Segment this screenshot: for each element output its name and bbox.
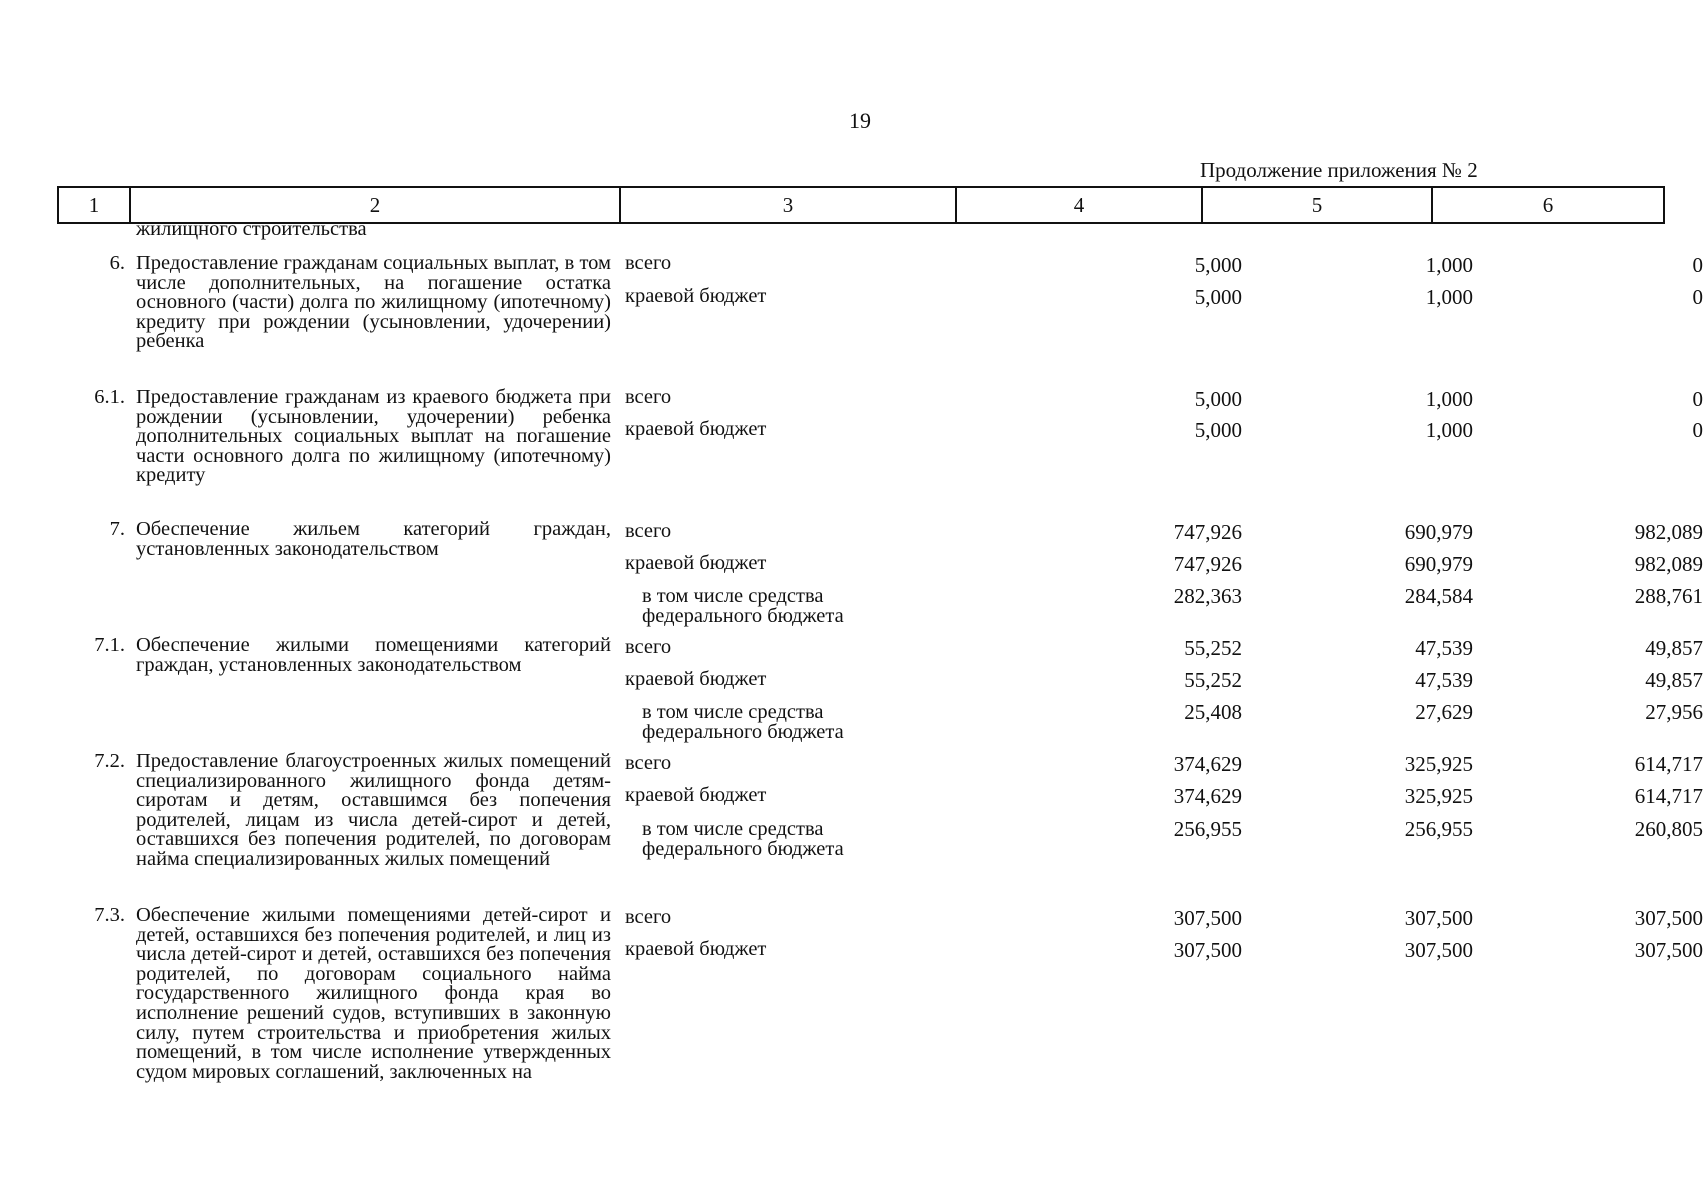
value-col-4: 55,252 — [1184, 668, 1242, 692]
value-col-5: 1,000 — [1425, 253, 1473, 277]
value-col-4: 374,629 — [1173, 752, 1242, 776]
continuation-text: жилищного строительства — [136, 218, 367, 240]
value-col-5: 690,979 — [1404, 552, 1473, 576]
budget-label: краевой бюджет — [625, 552, 767, 574]
budget-label: всего — [625, 906, 672, 928]
value-col-4: 282,363 — [1173, 584, 1242, 608]
value-col-6: 0 — [1692, 418, 1703, 442]
value-col-4: 55,252 — [1184, 636, 1242, 660]
row-description: Предоставление благоустроенных жилых помещений специализированного жилищного фонда детям-сиротам и детям, оставшимся без попечения родителей, лицам из числа детей-сирот и детей, оставшихся без попечения родителей, по договорам найма специализированных жилых помещений — [136, 750, 611, 870]
row-number: 7.2. — [94, 750, 125, 772]
value-col-6: 614,717 — [1634, 752, 1703, 776]
value-col-4: 307,500 — [1173, 938, 1242, 962]
budget-label: всего — [625, 636, 672, 658]
value-col-6: 260,805 — [1634, 817, 1703, 841]
row-description: Предоставление гражданам из краевого бюджета при рождении (усыновлении, удочерении) ребенка дополнительных социальных выплат на погашение части основного долга по жилищному (ипотечному) кредиту — [136, 386, 611, 487]
value-col-5: 47,539 — [1415, 668, 1473, 692]
budget-label: краевой бюджет — [625, 784, 767, 806]
value-col-4: 25,408 — [1184, 700, 1242, 724]
budget-label: всего — [625, 752, 672, 774]
budget-label: всего — [625, 386, 672, 408]
page-number: 19 — [849, 108, 871, 133]
value-col-6: 307,500 — [1634, 906, 1703, 930]
row-number: 7.1. — [94, 634, 125, 656]
value-col-6: 288,761 — [1634, 584, 1703, 608]
value-col-5: 307,500 — [1404, 906, 1473, 930]
row-number: 6.1. — [94, 386, 125, 408]
value-col-4: 5,000 — [1194, 285, 1242, 309]
value-col-5: 1,000 — [1425, 285, 1473, 309]
value-col-4: 5,000 — [1194, 253, 1242, 277]
value-col-4: 747,926 — [1173, 520, 1242, 544]
value-col-5: 47,539 — [1415, 636, 1473, 660]
header-col-3: 3 — [620, 187, 956, 223]
value-col-5: 284,584 — [1404, 584, 1473, 608]
row-number: 6. — [109, 252, 125, 274]
budget-label: краевой бюджет — [625, 285, 767, 307]
value-col-6: 982,089 — [1634, 552, 1703, 576]
header-col-4: 4 — [956, 187, 1202, 223]
value-col-5: 325,925 — [1404, 752, 1473, 776]
row-description: Обеспечение жилыми помещениями детей-сирот и детей, оставшихся без попечения родителей, и лиц из числа детей-сирот и детей, оставшихся без попечения родителей, по договорам социального найма государственного жилищного фонда края во исполнение решений судов, вступивших в законную силу, путем строительства и приобретения жилых помещений, в том числе исполнение утвержденных судом мировых соглашений, заключенных на — [136, 904, 611, 1083]
value-col-6: 49,857 — [1645, 668, 1703, 692]
value-col-5: 690,979 — [1404, 520, 1473, 544]
budget-label: в том числе средства федерального бюджета — [642, 701, 844, 743]
value-col-6: 49,857 — [1645, 636, 1703, 660]
value-col-6: 27,956 — [1645, 700, 1703, 724]
row-description: Обеспечение жильем категорий граждан, установленных законодательством — [136, 518, 611, 560]
value-col-5: 1,000 — [1425, 418, 1473, 442]
value-col-4: 374,629 — [1173, 784, 1242, 808]
row-number: 7. — [109, 518, 125, 540]
value-col-6: 0 — [1692, 387, 1703, 411]
budget-label: краевой бюджет — [625, 938, 767, 960]
value-col-5: 256,955 — [1404, 817, 1473, 841]
row-description: Предоставление гражданам социальных выплат, в том числе дополнительных, на погашение остатка основного (части) долга по жилищному (ипотечному) кредиту при рождении (усыновлении, удочерении) ребенка — [136, 252, 611, 353]
value-col-4: 307,500 — [1173, 906, 1242, 930]
value-col-6: 982,089 — [1634, 520, 1703, 544]
header-col-6: 6 — [1432, 187, 1664, 223]
row-description: Обеспечение жилыми помещениями категорий граждан, установленных законодательством — [136, 634, 611, 676]
row-number: 7.3. — [94, 904, 125, 926]
header-col-1: 1 — [58, 187, 130, 223]
value-col-4: 5,000 — [1194, 418, 1242, 442]
budget-label: всего — [625, 520, 672, 542]
budget-label: в том числе средства федерального бюджета — [642, 585, 844, 627]
value-col-4: 256,955 — [1173, 817, 1242, 841]
value-col-6: 0 — [1692, 285, 1703, 309]
value-col-5: 325,925 — [1404, 784, 1473, 808]
budget-label: всего — [625, 252, 672, 274]
budget-label: в том числе средства федерального бюджета — [642, 818, 844, 860]
value-col-5: 27,629 — [1415, 700, 1473, 724]
value-col-5: 1,000 — [1425, 387, 1473, 411]
value-col-5: 307,500 — [1404, 938, 1473, 962]
value-col-6: 614,717 — [1634, 784, 1703, 808]
table-body — [57, 0, 1703, 1200]
header-col-5: 5 — [1202, 187, 1432, 223]
budget-label: краевой бюджет — [625, 418, 767, 440]
value-col-4: 747,926 — [1173, 552, 1242, 576]
value-col-6: 0 — [1692, 253, 1703, 277]
value-col-6: 307,500 — [1634, 938, 1703, 962]
value-col-4: 5,000 — [1194, 387, 1242, 411]
appendix-note: Продолжение приложения № 2 — [1200, 158, 1478, 182]
header-col-2: 2 — [130, 187, 620, 223]
budget-label: краевой бюджет — [625, 668, 767, 690]
